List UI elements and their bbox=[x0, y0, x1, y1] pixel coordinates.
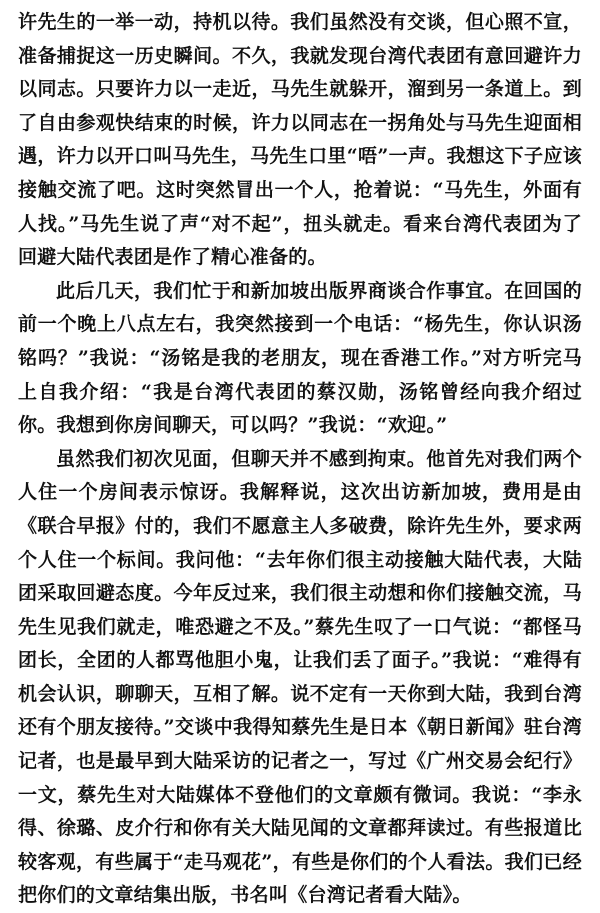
paragraph-2: 此后几天，我们忙于和新加坡出版界商谈合作事宜。在回国的前一个晚上八点左右，我突然接到一个电话：“杨先生，你认识汤铭吗？”我说：“汤铭是我的老朋友，现在香港工作。”对方听完马上自我介绍：“我是台湾代表团的蔡汉勋，汤铭曾经向我介绍过你。我想到你房间聊天，可以吗？”我说：“欢迎。” bbox=[18, 279, 582, 437]
paragraph-1: 许先生的一举一动，持机以待。我们虽然没有交谈，但心照不宣，准备捕捉这一历史瞬间。不久，我就发现台湾代表团有意回避许力以同志。只要许力以一走近，马先生就躲开，溜到另一条道上。到了自由参观快结束的时候，许力以同志在一拐角处与马先生迎面相遇，许力以开口叫马先生，马先生口里“唔”一声。我想这下子应该接触交流了吧。这时突然冒出一个人，抢着说：“马先生，外面有人找。”马先生说了声“对不起”，扭头就走。看来台湾代表团为了回避大陆代表团是作了精心准备的。 bbox=[18, 11, 582, 269]
paragraph-3: 虽然我们初次见面，但聊天并不感到拘束。他首先对我们两个人住一个房间表示惊讶。我解释说，这次出访新加坡，费用是由《联合早报》付的，我们不愿意主人多破费，除许先生外，要求两个人住一个标间。我问他：“去年你们很主动接触大陆代表，大陆团采取回避态度。今年反过来，我们很主动想和你们接触交流，马先生见我们就走，唯恐避之不及。”蔡先生叹了一口气说：“都怪马团长，全团的人都骂他胆小鬼，让我们丢了面子。”我说：“难得有机会认识，聊聊天，互相了解。说不定有一天你到大陆，我到台湾还有个朋友接待。”交谈中我得知蔡先生是日本《朝日新闻》驻台湾记者，也是最早到大陆采访的记者之一，写过《广州交易会纪行》一文，蔡先生对大陆媒体不登他们的文章颇有微词。我说：“李永得、徐璐、皮介行和你有关大陆见闻的文章都拜读过。有些报道比较客观，有些属于“走马观花”，有些是你们的个人看法。我们已经把你们的文章结集出版，书名叫《台湾记者看大陆》。 bbox=[18, 447, 582, 907]
